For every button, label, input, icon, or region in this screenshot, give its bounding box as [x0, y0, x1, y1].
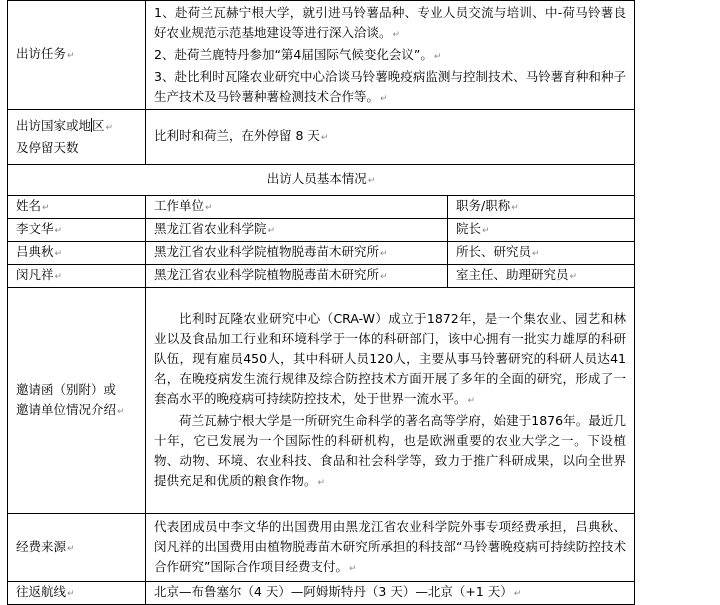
task-item-2: 2、赴荷兰鹿特丹参加“第4届国际气候变化会议”。↵ [154, 47, 442, 62]
person-unit: 黑龙江省农业科学院植物脱毒苗木研究所↵ [146, 242, 448, 265]
row-countries [8, 110, 635, 165]
invitation-label-cell [8, 288, 146, 514]
funding-label: 经费来源 [16, 538, 67, 554]
paragraph-mark-icon: ↵ [467, 395, 476, 406]
invitation-paragraph-2: 荷兰瓦赫宁根大学是一所研究生命科学的著名高等学府，始建于1876年。最近几十年，它已发展为一个国际性的科研机构，也是欧洲重要的农业大学之一。下设植物、动物、环境、农业科技、食品和社会科学等，致力于推广科研成果，以向全世界提供充足和优质的粮食作物。↵ [154, 412, 627, 488]
row-invitation [8, 288, 635, 514]
paragraph-mark-icon: ↵ [433, 52, 442, 62]
person-name: 闵凡祥↵ [8, 265, 146, 288]
route-value: 北京—布鲁塞尔（4 天）—阿姆斯特丹（3 天）—北京（+1 天） [154, 584, 513, 599]
route-label-cell [8, 582, 146, 605]
route-label: 往返航线 [16, 584, 67, 599]
invitation-value-cell [146, 288, 635, 514]
table-row [8, 265, 635, 288]
row-route [8, 582, 635, 605]
paragraph-mark-icon: ↵ [320, 133, 329, 143]
table-row [8, 219, 635, 242]
tasks-value-cell [146, 1, 635, 110]
person-name: 吕典秋↵ [8, 242, 146, 265]
countries-value: 比利时和荷兰，在外停留 8 天 [154, 128, 320, 143]
countries-value-cell [146, 110, 635, 165]
task-item-1: 1、赴荷兰瓦赫宁根大学，就引进马铃薯品种、专业人员交流与培训、中-荷马铃薯良好农业规范示范基地建设等进行深入洽谈。↵ [154, 5, 627, 40]
paragraph-mark-icon: ↵ [67, 51, 75, 61]
header-unit: 工作单位↵ [146, 196, 448, 219]
person-title: 院长↵ [448, 219, 635, 242]
paragraph-mark-icon: ↵ [67, 589, 75, 599]
paragraph-mark-icon: ↵ [380, 249, 388, 259]
route-value-cell [146, 582, 635, 605]
row-funding [8, 514, 635, 582]
person-title: 所长、研究员↵ [448, 242, 635, 265]
tasks-label: 出访任务 [16, 46, 67, 61]
paragraph-mark-icon: ↵ [569, 272, 578, 282]
visit-application-table [7, 0, 635, 605]
funding-value-cell [146, 514, 635, 582]
paragraph-mark-icon: ↵ [54, 226, 63, 236]
person-title: 室主任、助理研究员↵ [448, 265, 635, 288]
paragraph-mark-icon: ↵ [105, 123, 114, 133]
paragraph-mark-icon: ↵ [392, 30, 401, 40]
header-name: 姓名↵ [8, 196, 146, 219]
personnel-section-title: 出访人员基本情况 [266, 171, 367, 186]
paragraph-mark-icon: ↵ [380, 272, 388, 282]
paragraph-mark-icon: ↵ [380, 94, 388, 104]
tasks-label-cell [8, 1, 146, 110]
paragraph-mark-icon: ↵ [54, 249, 63, 259]
paragraph-mark-icon: ↵ [367, 176, 376, 186]
person-unit: 黑龙江省农业科学院↵ [146, 219, 448, 242]
paragraph-mark-icon: ↵ [205, 203, 213, 213]
paragraph-mark-icon: ↵ [117, 406, 125, 417]
task-item-3: 3、赴比利时瓦隆农业研究中心洽谈马铃薯晚疫病监测与控制技术、马铃薯育种和种子生产技术及马铃薯种薯检测技术合作等。↵ [154, 69, 627, 104]
row-personnel-header [8, 196, 635, 219]
invitation-paragraph-1: 比利时瓦隆农业研究中心（CRA-W）成立于1872年，是一个集农业、园艺和林业以及食品加工行业和环境科学于一体的科研部门，该中心拥有一批实力雄厚的科研队伍，现有雇员450人，其中科研人员120人，主要从事马铃薯研究的科研人员达41名，在晚疫病发生流行规律及综合防控技术方面开展了多年的全面的研究，形成了一套高水平的晚疫病可持续防控技术，处于世界一流水平。↵ [154, 310, 627, 406]
paragraph-mark-icon: ↵ [532, 249, 540, 259]
paragraph-mark-icon: ↵ [482, 226, 490, 236]
invitation-label-line2: 邀请单位情况介绍↵ [16, 401, 125, 417]
paragraph-mark-icon: ↵ [511, 203, 519, 213]
countries-label-line2: 及停留天数 [16, 140, 79, 155]
countries-label-cell [8, 110, 146, 165]
paragraph-mark-icon: ↵ [54, 272, 63, 282]
funding-value: 代表团成员中李文华的出国费用由黑龙江省农业科学院外事专项经费承担，吕典秋、闵凡祥的出国费用由植物脱毒苗木研究所承担的科技部“马铃薯晚疫病可持续防控技术合作研究”国际合作项目经费支付。 [154, 518, 627, 574]
paragraph-mark-icon: ↵ [42, 203, 50, 213]
row-personnel-title [8, 165, 635, 196]
personnel-title-cell [8, 165, 635, 196]
row-tasks [8, 1, 635, 110]
person-unit: 黑龙江省农业科学院植物脱毒苗木研究所↵ [146, 265, 448, 288]
table-row [8, 242, 635, 265]
funding-label-cell [8, 514, 146, 582]
invitation-label-line1: 邀请函（别附）或 [16, 381, 117, 397]
person-name: 李文华↵ [8, 219, 146, 242]
countries-label-line1: 出访国家或地 [16, 118, 92, 133]
paragraph-mark-icon: ↵ [348, 563, 357, 574]
countries-label-line1b: 区 [92, 118, 105, 133]
paragraph-mark-icon: ↵ [513, 589, 522, 599]
header-title: 职务/职称↵ [448, 196, 635, 219]
paragraph-mark-icon: ↵ [317, 477, 326, 488]
paragraph-mark-icon: ↵ [267, 226, 276, 236]
paragraph-mark-icon: ↵ [67, 543, 75, 554]
